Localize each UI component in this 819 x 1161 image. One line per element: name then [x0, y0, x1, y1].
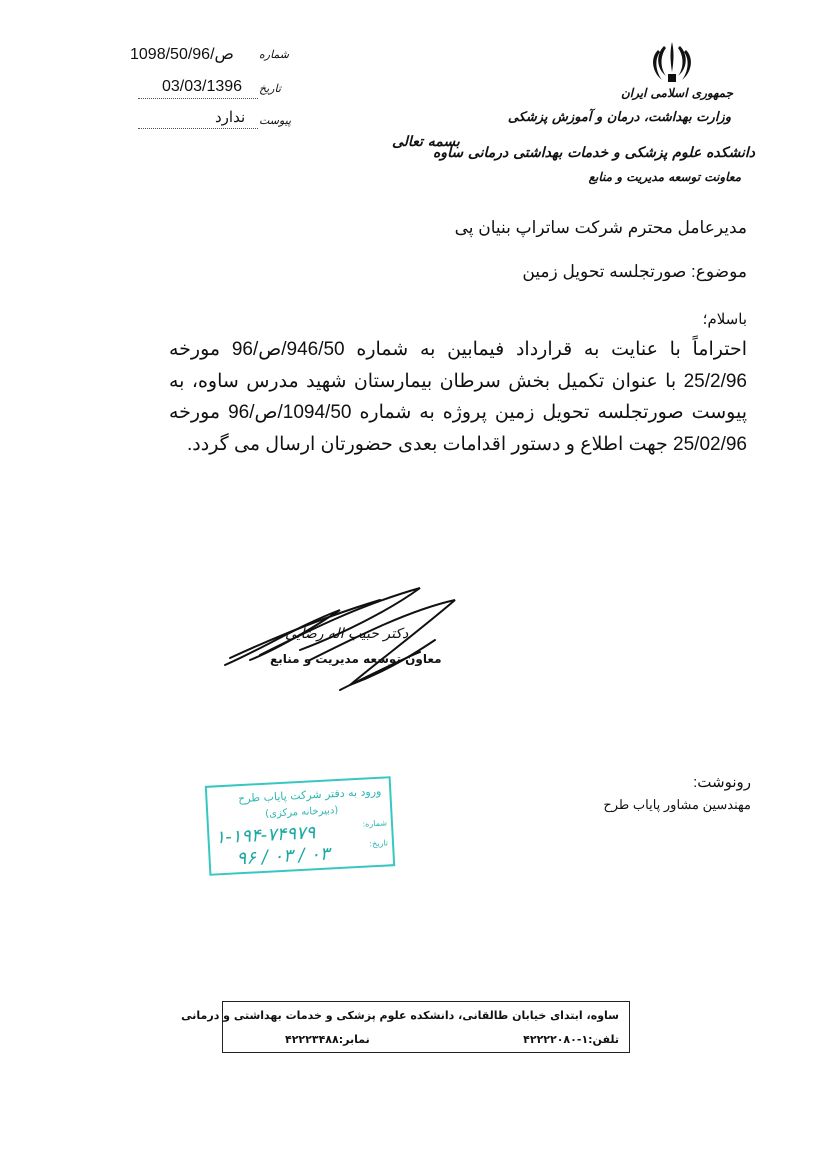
institution-line-1: جمهوری اسلامی ایران [620, 86, 733, 100]
addressee: مدیرعامل محترم شرکت ساتراپ بنیان پی [454, 218, 747, 237]
footer-box [181, 1001, 630, 1053]
number-label: شماره [259, 48, 290, 61]
stamp-number: ۱-۱۹۴-۷۴۹۷۹ [214, 822, 316, 849]
attachment-value: ندارد [215, 109, 246, 126]
institution-line-4: معاونت توسعه مدیریت و منابع [588, 170, 741, 184]
stamp-date: ۹۶ / ۰۳ / ۰۳ [236, 843, 331, 870]
cc-label: رونوشت: [693, 774, 751, 791]
subject: موضوع: صورتجلسه تحویل زمین [522, 262, 747, 281]
signer-name: دکتر حبیب اله رضایی [285, 626, 409, 642]
footer-phone: تلفن:۱-۴۲۲۲۲۰۸۰ [523, 1033, 619, 1046]
signer-title: معاون توسعه مدیریت و منابع [270, 652, 442, 666]
stamp-line-2: (دبیرخانه مرکزی) [264, 804, 339, 820]
stamp-line-1: ورود به دفتر شرکت پایاب طرح [237, 784, 382, 806]
institution-line-3: دانشکده علوم پزشکی و خدمات بهداشتی درمانی ساوه [432, 145, 755, 161]
footer-fax: نمابر:۴۲۲۲۳۴۸۸ [285, 1033, 370, 1046]
salutation: باسلام؛ [702, 311, 747, 328]
institution-line-2: وزارت بهداشت، درمان و آموزش پزشکی [507, 110, 731, 125]
emblem-icon [650, 38, 694, 86]
stamp-date-label: تاریخ: [369, 838, 389, 849]
signature-scribble [220, 580, 470, 710]
date-label: تاریخ [259, 82, 281, 95]
attachment-label: پیوست [259, 114, 292, 127]
bismillah: بسمه تعالی [392, 134, 460, 150]
letter-body: احتراماً با عنایت به قرارداد فیمابین به شماره 946/50/ص/96 مورخه 25/2/96 با عنوان تکمیل بخش سرطان بیمارستان شهید مدرس ساوه، به پیوست صورتجلسه تحویل زمین پروژه به شماره 1094/50/ص/96 مورخه 25/02/96 جهت اطلاع و دستور اقدامات بعدی حضورتان ارسال می گردد. [169, 339, 747, 455]
letter-number: 1098/50/ص/96 [130, 46, 234, 63]
date-line [138, 98, 258, 99]
attachment-line [138, 128, 258, 129]
stamp-number-label: شماره: [362, 818, 388, 829]
received-stamp [205, 776, 395, 876]
footer-address: ساوه، ابتدای خیابان طالقانی، دانشکده علوم پزشکی و خدمات بهداشتی و درمانی [181, 1009, 619, 1022]
cc-recipient: مهندسین مشاور پایاب طرح [603, 797, 751, 812]
letter-date: 03/03/1396 [162, 78, 243, 95]
